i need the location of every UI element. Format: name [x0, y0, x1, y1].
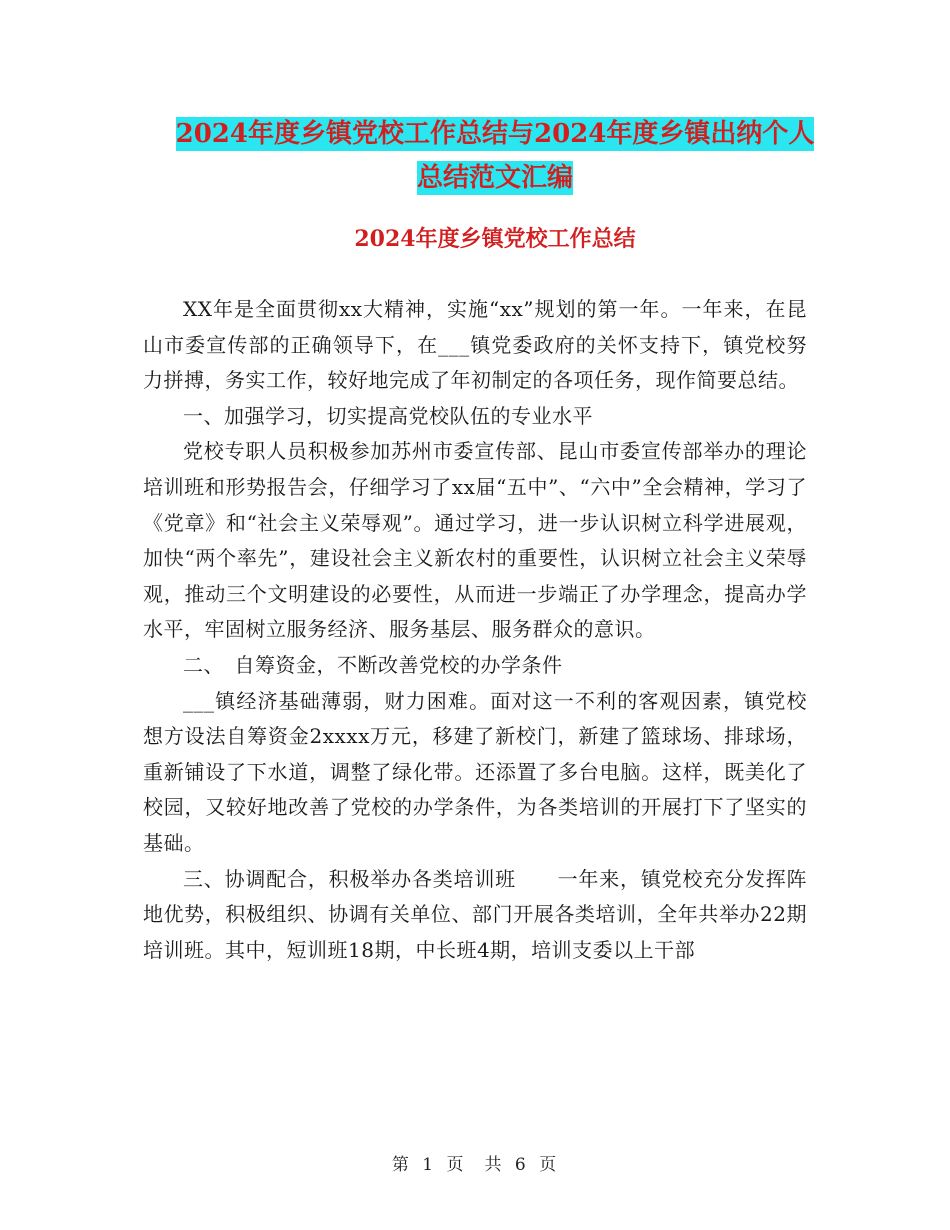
footer-mid: 页 共 [446, 1155, 504, 1175]
paragraph: ___镇经济基础薄弱，财力困难。面对这一不利的客观因素，镇党校想方设法自筹资金2xxxx万元，移建了新校门，新建了篮球场、排球场，重新铺设了下水道，调整了绿化带。还添置了多台电脑。这样，既美化了校园，又较好地改善了党校的办学条件，为各类培训的开展打下了坚实的基础。 [143, 688, 807, 855]
paragraph-heading: 一、加强学习，切实提高党校队伍的专业水平 [183, 403, 593, 428]
page-footer [0, 1150, 950, 1175]
paragraph: 党校专职人员积极参加苏州市委宣传部、昆山市委宣传部举办的理论培训班和形势报告会，仔细学习了xx届“五中”、“六中”全会精神，学习了《党章》和“社会主义荣辱观”。通过学习，进一步认识树立科学进展观，加快“两个率先”，建设社会主义新农村的重要性，认识树立社会主义荣辱观，推动三个文明建设的必要性，从而进一步端正了办学理念，提高办学水平，牢固树立服务经济、服务基层、服务群众的意识。 [143, 439, 807, 642]
section-title: 2024年度乡镇党校工作总结 [354, 226, 636, 252]
paragraph: XX年是全面贯彻xx大精神，实施“xx”规划的第一年。一年来，在昆山市委宣传部的正确领导下，在___镇党委政府的关怀支持下，镇党校努力拼搏，务实工作，较好地完成了年初制定的各项任务，现作简要总结。 [143, 297, 807, 393]
footer-page-number: 1 [422, 1155, 436, 1175]
document-title-line-1: 2024年度乡镇党校工作总结与2024年度乡镇出纳个人 [175, 119, 815, 149]
document-title [140, 112, 850, 200]
document-body [143, 292, 807, 968]
paragraph: 三、协调配合，积极举办各类培训班 一年来，镇党校充分发挥阵地优势，积极组织、协调有关单位、部门开展各类培训，全年共举办22期培训班。其中，短训班18期，中长班4期，培训支委以上干部 [143, 866, 807, 962]
footer-suffix: 页 [539, 1155, 559, 1175]
footer-prefix: 第 [391, 1155, 411, 1175]
footer-total-pages: 6 [514, 1155, 528, 1175]
document-title-line-2: 总结范文汇编 [416, 163, 573, 193]
paragraph-heading: 二、 自筹资金，不断改善党校的办学条件 [183, 652, 563, 677]
